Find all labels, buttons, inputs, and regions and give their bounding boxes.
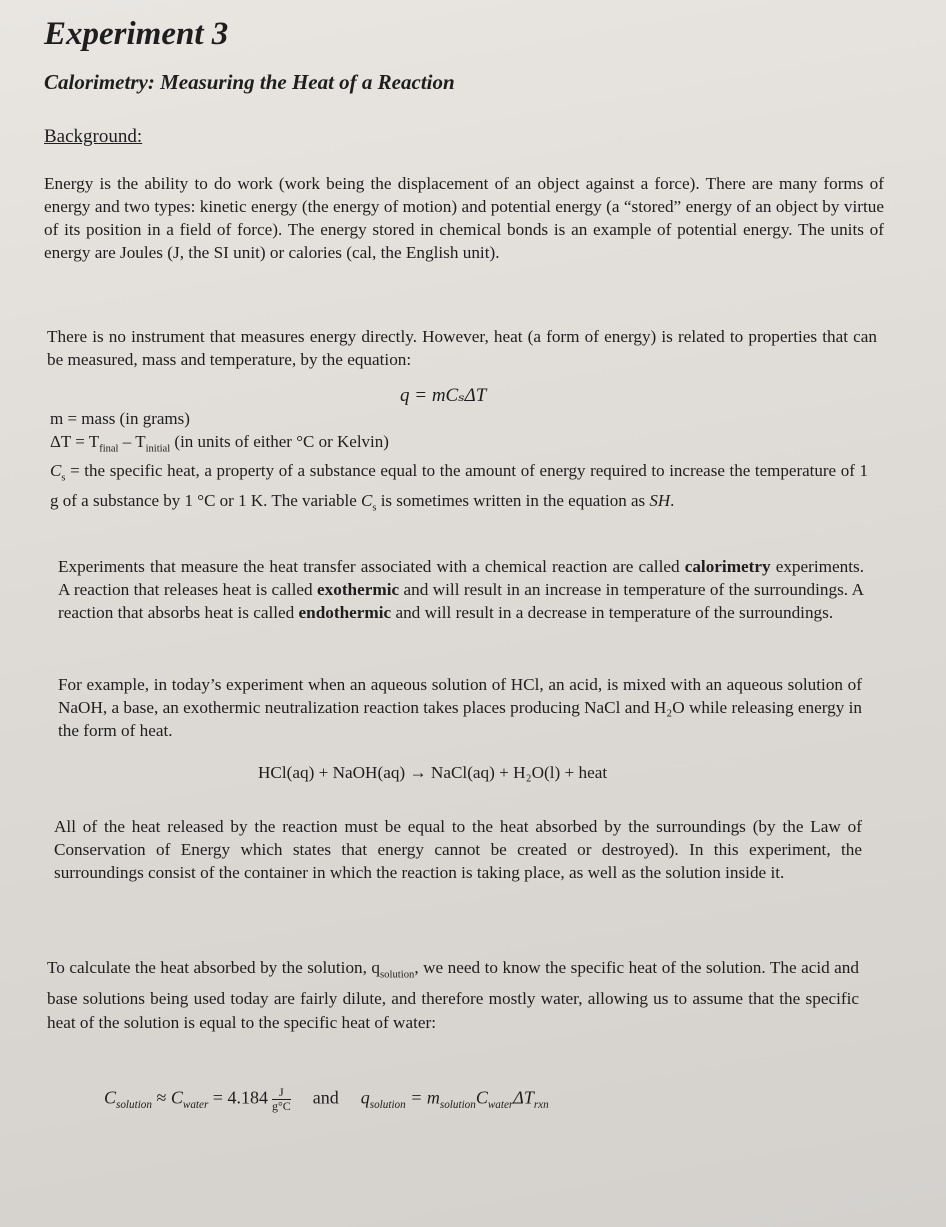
page-subtitle: Calorimetry: Measuring the Heat of a Reaction xyxy=(44,70,455,94)
section-heading-background: Background: xyxy=(44,126,143,147)
paragraph-conservation: All of the heat released by the reaction must be equal to the heat absorbed by the surroundings (by the Law of Conservation of Energy which states that energy cannot be created or destroyed). In this experiment, the surroundings consist of the container in which the reaction is taking place, as well as the solution inside it. xyxy=(54,817,862,882)
paragraph-heat-equation: There is no instrument that measures energy directly. However, heat (a form of energy) is related to properties that can be measured, mass and temperature, by the equation: xyxy=(47,327,877,369)
definition-mass: m = mass (in grams) xyxy=(50,409,190,428)
page-title: Experiment 3 xyxy=(44,16,229,52)
reaction-equation: HCl(aq) + NaOH(aq) → NaCl(aq) + H₂O(l) + heat xyxy=(258,763,608,782)
heat-equation: q = mCₛΔT xyxy=(400,385,487,406)
definition-delta-t: $\Delta T = T_{final} - T_{initial}$ (in units of either °C or Kelvin) xyxy=(50,431,389,454)
paragraph-calorimetry: Experiments that measure the heat transfer associated with a chemical reaction are called calorimetry experiments. A reaction that releases heat is called exothermic and will result in an increase in temperature of the surroundings. A reaction that absorbs heat is called endothermic and will result in a decrease in temperature of the surroundings. xyxy=(58,557,865,622)
paragraph-specific-heat-solution: To calculate the heat absorbed by the solution, $q_{solution}$, we need to know the specific heat of the solution. The acid and base solutions being used today are fairly dilute, and therefore mostly water, allowing us to assume that the specific heat of the solution is equal to the specific heat of water: xyxy=(47,958,859,1033)
paragraph-energy: Energy is the ability to do work (work being the displacement of an object against a force). There are many forms of energy and two types: kinetic energy (the energy of motion) and potential energy (a “stored” energy of an object by virtue of its position in a field of force). The energy stored in chemical bonds is an example of potential energy. The units of energy are Joules (J, the SI unit) or calories (cal, the English unit). xyxy=(44,174,884,262)
variable-definitions xyxy=(50,408,868,520)
units-fraction: $\frac{J}{g^\circ C}$ xyxy=(271,1085,291,1113)
specific-heat-equation: $C_{solution} \approx C_{water} = 4.184$ $\frac{J}{g^\circ C}$ and $q_{solution} = m_{solution}C_{water}\Delta T_{rxn}$ xyxy=(104,1085,549,1113)
paragraph-example: For example, in today’s experiment when an aqueous solution of HCl, an acid, is mixed with an aqueous solution of NaOH, a base, an exothermic neutralization reaction takes places producing NaCl and H₂O while releasing energy in the form of heat. xyxy=(58,675,862,740)
definition-specific-heat: $C_s$ = the specific heat, a property of a substance equal to the amount of energy required to increase the temperature of 1 g of a substance by 1 °C or 1 K. The variable $C_s$ is sometimes written in the equation as SH. xyxy=(50,461,868,514)
